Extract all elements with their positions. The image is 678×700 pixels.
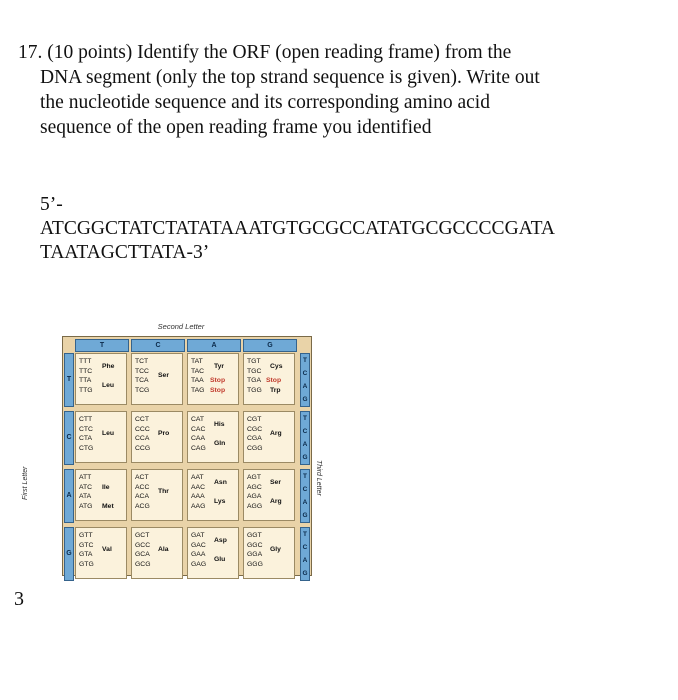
third-letter-C: C xyxy=(302,428,308,435)
codon-cell xyxy=(187,353,239,405)
third-letter-C: C xyxy=(302,544,308,551)
third-letter-T: T xyxy=(303,357,307,364)
amino-acid-label: Ile xyxy=(102,483,110,491)
codon: GCG xyxy=(135,560,151,568)
codon: ACC xyxy=(135,483,150,491)
codon: ATT xyxy=(79,474,92,481)
codon: GGA xyxy=(247,551,263,558)
codon: GCT xyxy=(135,532,150,539)
first-letter-T: T xyxy=(64,353,74,407)
codon-cell xyxy=(131,527,183,579)
amino-acid-label: Asp xyxy=(214,536,227,544)
dna-sequence xyxy=(40,193,660,265)
codon: GGG xyxy=(247,560,263,568)
codon-cell xyxy=(243,353,295,405)
codon: TGC xyxy=(247,367,262,375)
codon: GAT xyxy=(191,532,205,539)
codon: CAA xyxy=(191,435,205,442)
first-letter-A: A xyxy=(64,469,74,523)
amino-acid-label: Trp xyxy=(270,386,281,394)
codon: TCA xyxy=(135,377,149,384)
question-line-4: sequence of the open reading frame you identified xyxy=(40,117,432,138)
codon: TAT xyxy=(191,358,203,365)
amino-acid-label: Ser xyxy=(270,478,281,486)
codon: TAC xyxy=(191,367,205,375)
sequence-line-1: 5’- xyxy=(40,194,63,215)
amino-acid-label: Leu xyxy=(102,430,115,438)
amino-acid-label: Cys xyxy=(270,362,283,370)
codon: AGA xyxy=(247,493,262,500)
stop-codon-label: Stop xyxy=(266,377,282,384)
sequence-line-3: TAATAGCTTATA-3’ xyxy=(40,242,210,263)
second-letter-title: Second Letter xyxy=(157,322,205,331)
codon-cell xyxy=(75,469,127,521)
third-letter-A: A xyxy=(302,557,308,564)
codon: CAT xyxy=(191,416,205,423)
codon: ATC xyxy=(79,483,93,491)
codon-cell xyxy=(243,527,295,579)
second-letter-T: T xyxy=(75,339,129,352)
amino-acid-label: Met xyxy=(102,502,114,510)
codon: GGT xyxy=(247,532,262,539)
codon: CCC xyxy=(135,425,150,433)
codon-cell xyxy=(187,527,239,579)
first-letter-title: First Letter xyxy=(22,466,29,500)
third-letter-title: Third Letter xyxy=(315,460,322,496)
codon: ATA xyxy=(79,493,92,500)
codon: TTT xyxy=(79,358,92,365)
stop-codon-label: Stop xyxy=(210,386,226,394)
third-letter-G: G xyxy=(302,454,308,461)
codon: ACT xyxy=(135,474,149,481)
codon: AGT xyxy=(247,474,261,481)
third-letter-T: T xyxy=(303,531,307,538)
amino-acid-label: His xyxy=(214,420,225,428)
codon: AAT xyxy=(191,474,204,481)
codon: TAG xyxy=(191,386,205,394)
codon: CAG xyxy=(191,444,206,452)
codon: AAC xyxy=(191,483,205,491)
third-letter-G: G xyxy=(302,512,308,519)
amino-acid-label: Leu xyxy=(102,381,115,389)
codon: TCT xyxy=(135,358,149,365)
third-letter-column xyxy=(300,411,310,465)
sequence-line-2: ATCGGCTATCTATATAAATGTGCGCCATATGCGCCCCGATA xyxy=(40,218,555,239)
codon: GTG xyxy=(79,560,94,568)
third-letter-G: G xyxy=(302,396,308,403)
third-letter-column xyxy=(300,527,310,581)
codon-cell xyxy=(75,353,127,405)
codon: GTT xyxy=(79,532,93,539)
codon: TGT xyxy=(247,358,261,365)
third-letter-T: T xyxy=(303,415,307,422)
codon: CCA xyxy=(135,435,150,442)
amino-acid-label: Asn xyxy=(214,478,227,486)
amino-acid-label: Val xyxy=(102,546,112,554)
codon: CGC xyxy=(247,425,263,433)
codon: CAC xyxy=(191,425,206,433)
second-letter-C: C xyxy=(131,339,185,352)
amino-acid-label: Glu xyxy=(214,555,226,563)
codon: TAA xyxy=(191,377,204,384)
amino-acid-label: Ser xyxy=(158,372,169,380)
codon: CTT xyxy=(79,416,93,423)
codon-cell xyxy=(187,469,239,521)
third-letter-column xyxy=(300,469,310,523)
amino-acid-label: Ala xyxy=(158,546,169,554)
amino-acid-label: Arg xyxy=(270,497,282,505)
codon-cell xyxy=(187,411,239,463)
codon: AGG xyxy=(247,502,263,510)
codon: CCT xyxy=(135,416,149,423)
third-letter-C: C xyxy=(302,370,308,377)
codon: CTC xyxy=(79,425,93,433)
codon: CGA xyxy=(247,435,262,442)
third-letter-C: C xyxy=(302,486,308,493)
codon: ACA xyxy=(135,493,149,500)
codon: GAA xyxy=(191,551,206,558)
codon: TTC xyxy=(79,367,93,375)
amino-acid-label: Lys xyxy=(214,497,226,505)
amino-acid-label: Phe xyxy=(102,362,115,370)
amino-acid-label: Tyr xyxy=(214,362,225,370)
codon-cell xyxy=(131,411,183,463)
third-letter-A: A xyxy=(302,441,308,448)
codon: GTA xyxy=(79,551,93,558)
codon: TCG xyxy=(135,386,150,394)
codon: AAG xyxy=(191,502,206,510)
codon: ATG xyxy=(79,502,93,510)
codon-cell xyxy=(243,469,295,521)
amino-acid-label: Thr xyxy=(158,488,169,496)
third-letter-column xyxy=(300,353,310,407)
amino-acid-label: Gly xyxy=(270,546,281,554)
amino-acid-label: Gln xyxy=(214,439,226,447)
third-letter-A: A xyxy=(302,383,308,390)
codon: TCC xyxy=(135,367,149,375)
codon: CGT xyxy=(247,416,262,423)
codon: ACG xyxy=(135,502,150,510)
codon-cell xyxy=(75,411,127,463)
codon: GAC xyxy=(191,541,206,549)
codon-table xyxy=(62,336,312,576)
first-letter-C: C xyxy=(64,411,74,465)
codon-cell xyxy=(131,469,183,521)
page-number: 3 xyxy=(14,588,24,610)
question-line-2: DNA segment (only the top strand sequence is given). Write out xyxy=(40,67,540,88)
first-letter-G: G xyxy=(64,527,74,581)
question-line-3: the nucleotide sequence and its corresponding amino acid xyxy=(40,92,490,113)
codon: CCG xyxy=(135,444,151,452)
codon-cell xyxy=(131,353,183,405)
question-number: 17. xyxy=(18,42,43,63)
codon: CTG xyxy=(79,444,94,452)
codon: GGC xyxy=(247,541,263,549)
stop-codon-label: Stop xyxy=(210,377,226,384)
codon: TGA xyxy=(247,377,261,384)
codon: CGG xyxy=(247,444,263,452)
third-letter-G: G xyxy=(302,570,308,577)
second-letter-G: G xyxy=(243,339,297,352)
codon: GAG xyxy=(191,560,207,568)
codon: GTC xyxy=(79,541,94,549)
question-text xyxy=(18,40,658,140)
codon: TGG xyxy=(247,386,262,394)
third-letter-T: T xyxy=(303,473,307,480)
codon: AGC xyxy=(247,483,262,491)
second-letter-A: A xyxy=(187,339,241,352)
codon: GCC xyxy=(135,541,151,549)
amino-acid-label: Arg xyxy=(270,430,282,438)
codon: AAA xyxy=(191,493,205,500)
codon: TTA xyxy=(79,377,92,384)
codon-cell xyxy=(243,411,295,463)
codon: TTG xyxy=(79,386,93,394)
codon: CTA xyxy=(79,435,93,442)
codon: GCA xyxy=(135,551,150,558)
question-line-1: (10 points) Identify the ORF (open reading frame) from the xyxy=(47,42,512,63)
codon-cell xyxy=(75,527,127,579)
codon-table-figure xyxy=(22,322,326,580)
third-letter-A: A xyxy=(302,499,308,506)
amino-acid-label: Pro xyxy=(158,430,170,438)
